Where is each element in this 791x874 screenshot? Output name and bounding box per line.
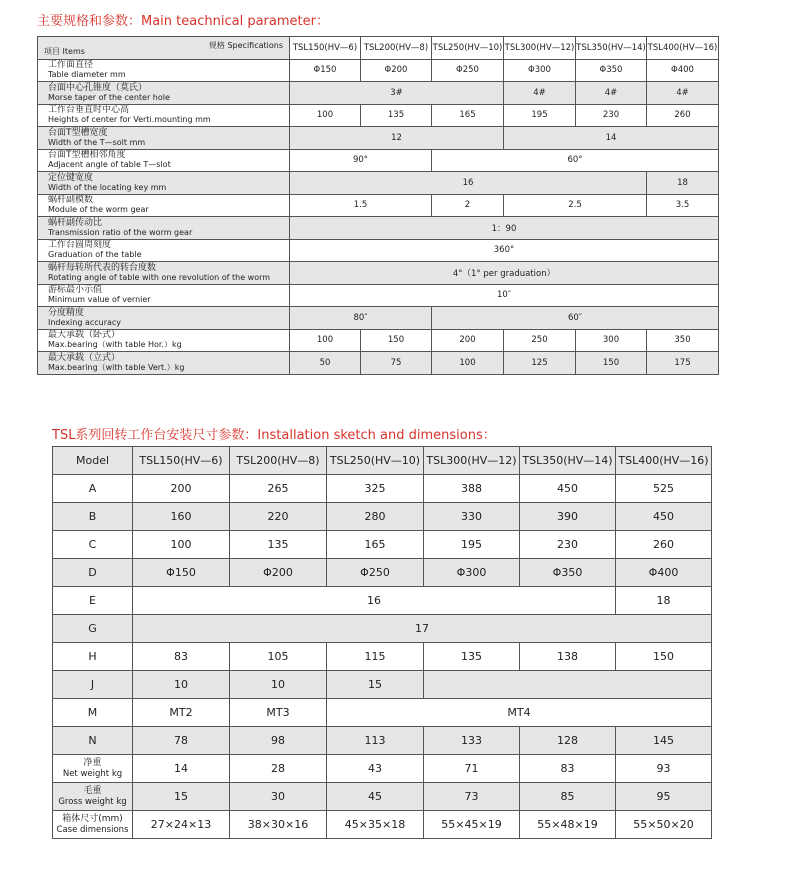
cell: 145 [616,727,712,755]
model-label-header: Model [53,447,133,475]
cell: 160 [133,503,230,531]
cell: 525 [616,475,712,503]
dim-row [53,559,712,587]
cell: 260 [616,531,712,559]
row-label: 最大承载（立式） Max.bearing（with table Vert.）kg [38,352,290,375]
cell: 2 [432,194,504,217]
dim-row [53,699,712,727]
cell: Φ300 [504,59,576,82]
row-label: A [53,475,133,503]
cell: 128 [520,727,616,755]
spec-header-row [38,37,719,60]
dim-row [53,811,712,839]
cell: 38×30×16 [230,811,327,839]
cell: 60″ [432,307,719,330]
cell: 150 [616,643,712,671]
cell: 138 [520,643,616,671]
cell: Φ300 [424,559,520,587]
cell: 260 [647,104,719,127]
cell: 265 [230,475,327,503]
cell: 93 [616,755,712,783]
cell: 4°（1° per graduation） [290,262,719,285]
cell: Φ150 [133,559,230,587]
cell: 105 [230,643,327,671]
cell: 360° [290,239,719,262]
row-label: G [53,615,133,643]
cell: 14 [133,755,230,783]
cell [424,671,712,699]
row-label: 工作台圆周刻度 Graduation of the table [38,239,290,262]
cell: 390 [520,503,616,531]
cell: 250 [504,329,576,352]
model-header: TSL150(HV—6) [133,447,230,475]
cell: 100 [432,352,504,375]
cell: 17 [133,615,712,643]
cell: 27×24×13 [133,811,230,839]
cell: 1.5 [290,194,432,217]
spec-row [38,262,719,285]
cell: 50 [290,352,361,375]
row-label: 毛重 Gross weight kg [53,783,133,811]
row-label: 蜗杆每转所代表的转台度数 Rotating angle of table with one revolution of the worm [38,262,290,285]
dim-row [53,503,712,531]
cell: 200 [432,329,504,352]
cell: 230 [576,104,647,127]
cell: 16 [133,587,616,615]
cell: 450 [616,503,712,531]
cell: 10 [133,671,230,699]
cell: 18 [647,172,719,195]
cell: Φ350 [576,59,647,82]
row-label: 最大承载（卧式） Max.bearing（with table Hor.）kg [38,329,290,352]
cell: 45×35×18 [327,811,424,839]
cell: Φ400 [647,59,719,82]
cell: 60° [432,149,719,172]
dim-row [53,587,712,615]
spec-row [38,149,719,172]
cell: 280 [327,503,424,531]
cell: 4# [647,82,719,105]
cell: 195 [504,104,576,127]
row-label: N [53,727,133,755]
cell: 14 [504,127,719,150]
row-label: 箱体尺寸(mm) Case dimensions [53,811,133,839]
model-header: TSL350(HV—14) [520,447,616,475]
cell: 100 [290,329,361,352]
cell: 135 [424,643,520,671]
cell: Φ150 [290,59,361,82]
spec-row [38,172,719,195]
cell: 71 [424,755,520,783]
cell: 16 [290,172,647,195]
cell: 175 [647,352,719,375]
model-header: TSL300(HV—12) [504,37,576,60]
row-label: J [53,671,133,699]
cell: 73 [424,783,520,811]
cell: MT3 [230,699,327,727]
row-label: D [53,559,133,587]
cell: 43 [327,755,424,783]
spec-row [38,82,719,105]
cell: 1：90 [290,217,719,240]
cell: 83 [520,755,616,783]
cell: 15 [133,783,230,811]
cell: 125 [504,352,576,375]
row-label: C [53,531,133,559]
cell: 95 [616,783,712,811]
cell: 135 [361,104,432,127]
cell: Φ250 [327,559,424,587]
spec-row [38,127,719,150]
cell: 55×48×19 [520,811,616,839]
cell: 2.5 [504,194,647,217]
cell: 3# [290,82,504,105]
row-label: E [53,587,133,615]
spec-row [38,284,719,307]
model-header: TSL400(HV—16) [647,37,719,60]
model-header: TSL400(HV—16) [616,447,712,475]
dim-row [53,615,712,643]
cell: 300 [576,329,647,352]
dim-row [53,531,712,559]
header-corner [38,37,290,60]
model-header: TSL150(HV—6) [290,37,361,60]
row-label: H [53,643,133,671]
model-header: TSL200(HV—8) [361,37,432,60]
row-label: 台面T型槽宽度 Width of the T—solt mm [38,127,290,150]
cell: 90° [290,149,432,172]
cell: 18 [616,587,712,615]
cell: 100 [290,104,361,127]
cell: MT4 [327,699,712,727]
cell: 350 [647,329,719,352]
cell: 115 [327,643,424,671]
model-header: TSL300(HV—12) [424,447,520,475]
spec-row [38,194,719,217]
cell: 12 [290,127,504,150]
cell: 450 [520,475,616,503]
cell: MT2 [133,699,230,727]
spec-row [38,307,719,330]
cell: Φ200 [361,59,432,82]
row-label: 台面T型槽相邻角度 Adjacent angle of table T—slot [38,149,290,172]
model-header: TSL350(HV—14) [576,37,647,60]
row-label: 净重 Net weight kg [53,755,133,783]
cell: 330 [424,503,520,531]
cell: 75 [361,352,432,375]
cell: 165 [432,104,504,127]
cell: 230 [520,531,616,559]
cell: 200 [133,475,230,503]
header-specs: 规格 Specifications [208,41,283,50]
cell: Φ350 [520,559,616,587]
spec-title: 主要规格和参数：Main teachnical parameter： [37,14,329,29]
row-label: B [53,503,133,531]
cell: 150 [576,352,647,375]
cell: 55×50×20 [616,811,712,839]
spec-row [38,329,719,352]
cell: 195 [424,531,520,559]
header-items: 项目 Items [44,46,85,56]
cell: 3.5 [647,194,719,217]
cell: 98 [230,727,327,755]
model-header: TSL250(HV—10) [327,447,424,475]
cell: 80″ [290,307,432,330]
row-label: 蜗杆副传动比 Transmission ratio of the worm gear [38,217,290,240]
cell: 133 [424,727,520,755]
model-header: TSL200(HV—8) [230,447,327,475]
dim-row [53,643,712,671]
cell: 83 [133,643,230,671]
cell: 325 [327,475,424,503]
cell: 45 [327,783,424,811]
dim-row [53,755,712,783]
spec-row [38,239,719,262]
cell: 150 [361,329,432,352]
row-label: 定位键宽度 Width of the locating key mm [38,172,290,195]
cell: 85 [520,783,616,811]
cell: 10 [230,671,327,699]
cell: Φ200 [230,559,327,587]
dim-row [53,671,712,699]
cell: Φ400 [616,559,712,587]
dim-row [53,783,712,811]
cell: 28 [230,755,327,783]
dimensions-table [52,446,712,839]
cell: 113 [327,727,424,755]
spec-row [38,217,719,240]
cell: 4# [576,82,647,105]
cell: 135 [230,531,327,559]
cell: 55×45×19 [424,811,520,839]
dim-header-row [53,447,712,475]
dimensions-title: TSL系列回转工作台安装尺寸参数：Installation sketch and dimensions： [52,428,496,443]
row-label: M [53,699,133,727]
cell: 78 [133,727,230,755]
cell: 100 [133,531,230,559]
cell: Φ250 [432,59,504,82]
cell: 15 [327,671,424,699]
row-label: 工作面直径 Table diameter mm [38,59,290,82]
cell: 30 [230,783,327,811]
cell: 165 [327,531,424,559]
cell: 388 [424,475,520,503]
dim-row [53,727,712,755]
cell: 4# [504,82,576,105]
spec-table [37,36,719,375]
dim-row [53,475,712,503]
spec-row [38,104,719,127]
row-label: 台面中心孔锥度（莫氏） Morse taper of the center hole [38,82,290,105]
row-label: 工作台垂直时中心高 Heights of center for Verti.mounting mm [38,104,290,127]
cell: 10″ [290,284,719,307]
spec-row [38,352,719,375]
spec-row [38,59,719,82]
row-label: 游标最小示值 Minimum value of vernier [38,284,290,307]
row-label: 蜗杆副模数 Module of the worm gear [38,194,290,217]
cell: 220 [230,503,327,531]
model-header: TSL250(HV—10) [432,37,504,60]
row-label: 分度精度 Indexing accuracy [38,307,290,330]
